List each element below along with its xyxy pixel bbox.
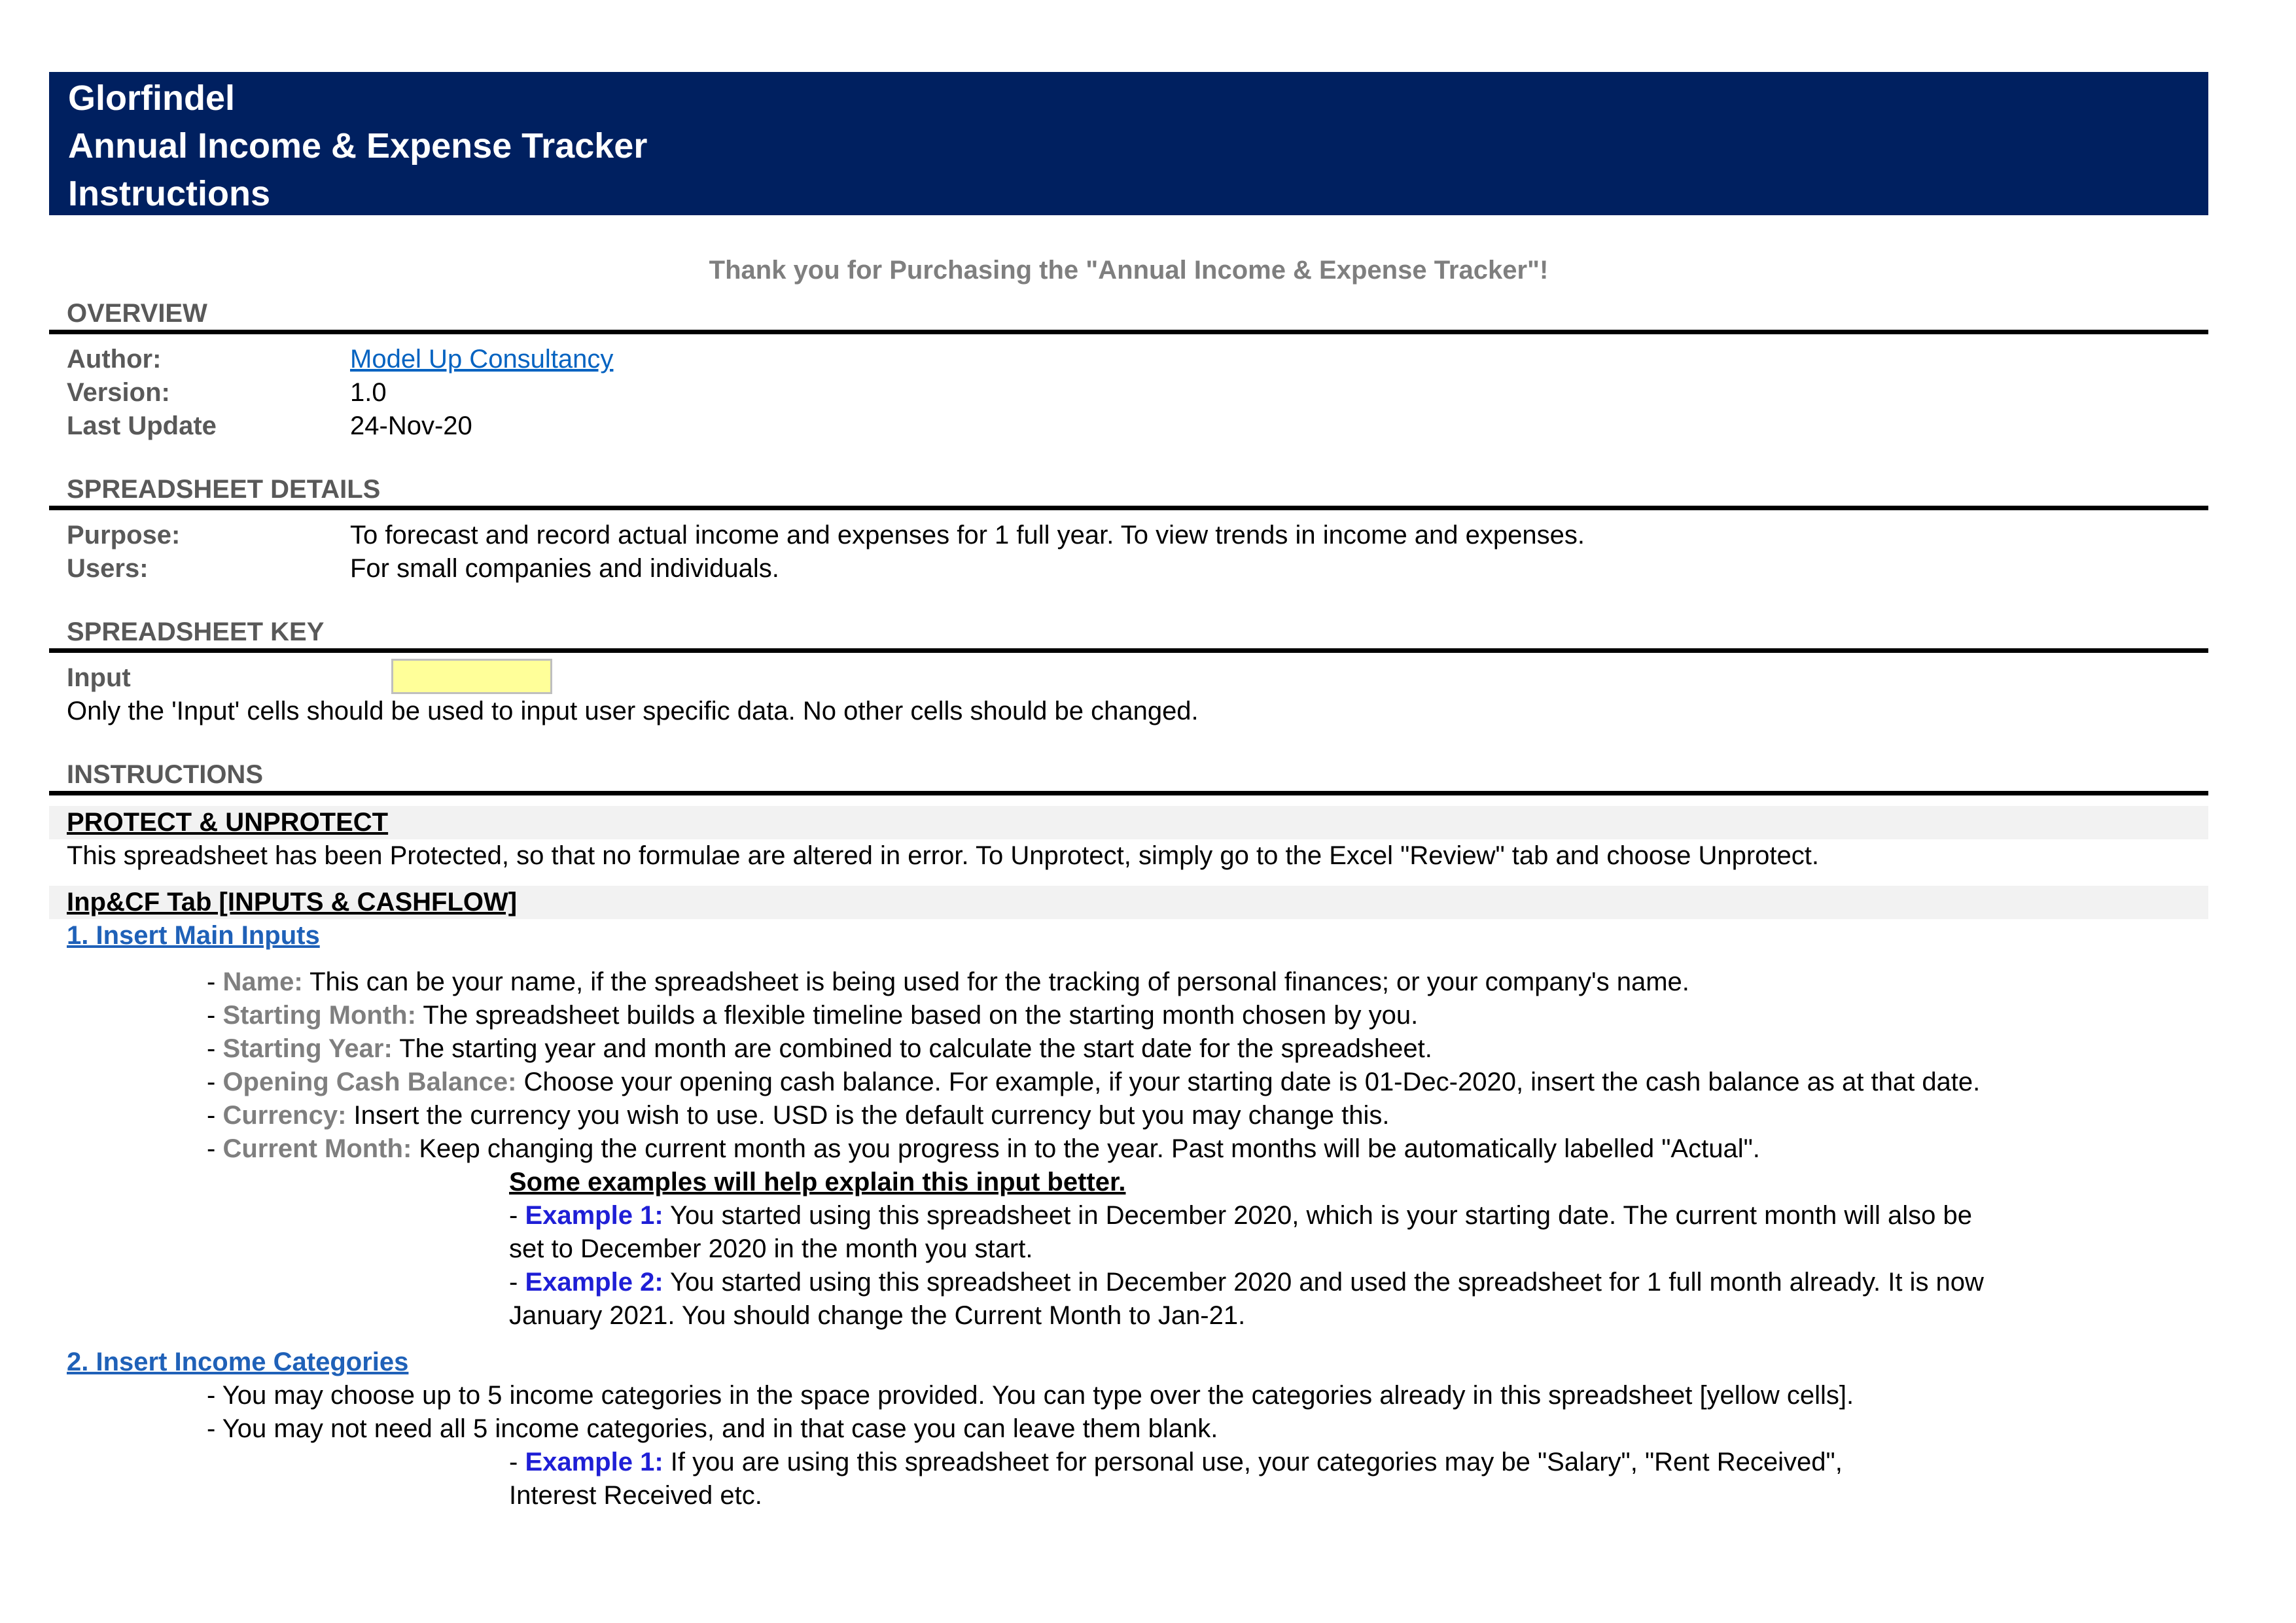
field-label: Opening Cash Balance:: [222, 1068, 517, 1096]
input-key-label: Input: [67, 663, 131, 692]
input-key-row: [49, 661, 2208, 695]
step2-example-line1: [49, 1446, 2208, 1479]
version-label: Version:: [67, 378, 170, 407]
field-label: Starting Year:: [222, 1034, 393, 1063]
input-key-note: Only the 'Input' cells should be used to input user specific data. No other cells should be changed.: [67, 697, 1199, 725]
dash: -: [207, 1134, 223, 1163]
step1-row: [49, 919, 2208, 952]
protect-section-title: PROTECT & UNPROTECT: [49, 806, 2208, 839]
example2-line2: January 2021. You should change the Current Month to Jan-21.: [509, 1301, 1246, 1330]
example1-text: You started using this spreadsheet in December 2020, which is your starting date. The current month will also be: [663, 1201, 1973, 1230]
field-description: The spreadsheet builds a flexible timeline based on the starting month chosen by you.: [415, 1001, 1419, 1030]
purpose-value: To forecast and record actual income and expenses for 1 full year. To view trends in income and expenses.: [350, 521, 1585, 550]
step2-link[interactable]: 2. Insert Income Categories: [67, 1348, 409, 1376]
author-link[interactable]: Model Up Consultancy: [350, 345, 614, 374]
instructions-sheet: [49, 72, 2208, 1512]
field-description: This can be your name, if the spreadsheet is being used for the tracking of personal finances; or your company's name.: [302, 968, 1689, 996]
version-row: [49, 376, 2208, 410]
field-description: The starting year and month are combined to calculate the start date for the spreadsheet.: [392, 1034, 1432, 1063]
last-update-value: 24-Nov-20: [350, 411, 472, 440]
list-item: [49, 1099, 2208, 1132]
field-description: Choose your opening cash balance. For example, if your starting date is 01-Dec-2020, insert the cash balance as at that date.: [516, 1068, 1981, 1096]
sheet-title: Instructions: [68, 174, 271, 213]
example1-label: Example 1:: [525, 1201, 663, 1230]
list-item: [49, 1032, 2208, 1066]
dash: -: [207, 1101, 223, 1130]
example1-line2: set to December 2020 in the month you start.: [509, 1234, 1033, 1263]
author-row: [49, 343, 2208, 376]
input-cell-swatch: [391, 659, 552, 694]
step2-example-text: If you are using this spreadsheet for personal use, your categories may be "Salary", "Rent Received",: [663, 1448, 1843, 1476]
example2-line1: [49, 1266, 2208, 1299]
dash: -: [207, 1001, 223, 1030]
example2-text: You started using this spreadsheet in December 2020 and used the spreadsheet for 1 full month already. It is now: [663, 1268, 1984, 1297]
author-label: Author:: [67, 345, 162, 374]
field-label: Name:: [222, 968, 303, 996]
last-update-label: Last Update: [67, 411, 217, 440]
step2-example-line2: Interest Received etc.: [509, 1481, 762, 1510]
dash: -: [207, 1068, 223, 1096]
field-label: Currency:: [222, 1101, 347, 1130]
field-description: Insert the currency you wish to use. USD is the default currency but you may change this.: [346, 1101, 1390, 1130]
company-name: Glorfindel: [68, 79, 235, 118]
version-value: 1.0: [350, 378, 387, 407]
example1-line1: [49, 1199, 2208, 1232]
inputs-tab-title: Inp&CF Tab [INPUTS & CASHFLOW]: [49, 886, 2208, 919]
example2-label: Example 2:: [525, 1268, 663, 1297]
protect-text: This spreadsheet has been Protected, so that no formulae are altered in error. To Unprotect, simply go to the Excel "Review" tab and choose Unprotect.: [67, 841, 1820, 870]
step2-row: [49, 1346, 2208, 1379]
last-update-row: [49, 410, 2208, 443]
title-banner: [49, 72, 2208, 215]
dash: -: [207, 968, 223, 996]
step1-link[interactable]: 1. Insert Main Inputs: [67, 921, 320, 950]
users-value: For small companies and individuals.: [350, 554, 779, 583]
list-item: [49, 966, 2208, 999]
overview-heading: OVERVIEW: [49, 297, 2208, 334]
step2-example-label: Example 1:: [525, 1448, 663, 1476]
dash: -: [509, 1268, 525, 1297]
instructions-heading: INSTRUCTIONS: [49, 758, 2208, 795]
step2-line1: - You may choose up to 5 income categories in the space provided. You can type over the categories already in this spreadsheet [yellow cells].: [207, 1381, 1854, 1410]
list-item: [49, 1066, 2208, 1099]
step2-line2: - You may not need all 5 income categories, and in that case you can leave them blank.: [207, 1414, 1218, 1443]
purpose-row: [49, 519, 2208, 552]
key-heading: SPREADSHEET KEY: [49, 616, 2208, 653]
workbook-title: Annual Income & Expense Tracker: [68, 126, 648, 166]
field-description: Keep changing the current month as you progress in to the year. Past months will be automatically labelled "Actual".: [412, 1134, 1760, 1163]
examples-heading: Some examples will help explain this input better.: [509, 1168, 1126, 1196]
list-item: [49, 999, 2208, 1032]
purpose-label: Purpose:: [67, 521, 181, 550]
users-label: Users:: [67, 554, 149, 583]
field-label: Starting Month:: [222, 1001, 416, 1030]
field-label: Current Month:: [222, 1134, 412, 1163]
details-heading: SPREADSHEET DETAILS: [49, 473, 2208, 510]
step1-list: [49, 966, 2208, 1166]
dash: -: [509, 1448, 525, 1476]
dash: -: [509, 1201, 525, 1230]
thank-you-message: Thank you for Purchasing the "Annual Income & Expense Tracker"!: [709, 256, 1549, 285]
users-row: [49, 552, 2208, 585]
list-item: [49, 1132, 2208, 1166]
dash: -: [207, 1034, 223, 1063]
